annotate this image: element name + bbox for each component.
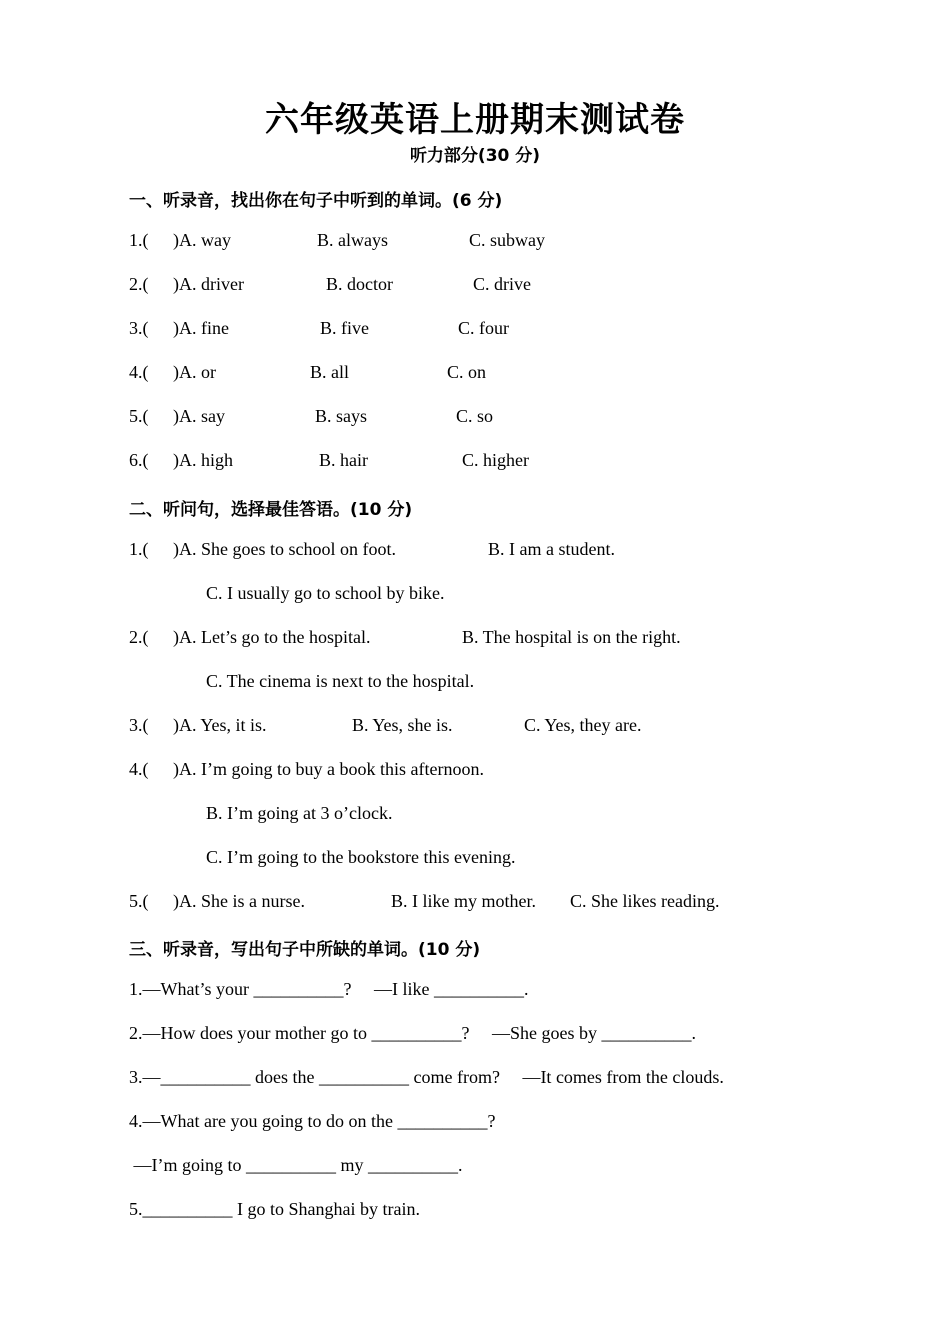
option-b: B. Yes, she is. [352, 715, 453, 735]
option-b: B. I am a student. [488, 539, 615, 559]
option-b: B. five [320, 318, 369, 338]
option-c: C. Yes, they are. [524, 715, 642, 735]
question-number: 2.( [129, 627, 149, 647]
option-c: C. on [447, 362, 487, 382]
option-b: B. I like my mother. [391, 891, 536, 911]
option-a: )A. say [173, 406, 225, 426]
option-b: B. doctor [326, 274, 393, 294]
question-number: 5.( [129, 406, 149, 426]
option-b: B. hair [319, 450, 368, 470]
fill-blank-line: 2.—How does your mother go to __________? —She goes by __________. [129, 1023, 696, 1043]
option-c: C. I usually go to school by bike. [206, 583, 445, 603]
question-number: 4.( [129, 759, 149, 779]
question-number: 5.( [129, 891, 149, 911]
option-a: )A. Let’s go to the hospital. [173, 627, 371, 647]
option-b: B. The hospital is on the right. [462, 627, 681, 647]
option-b: B. always [317, 230, 388, 250]
section-3-heading: 三、听录音，写出句子中所缺的单词。(10 分) [129, 940, 481, 960]
fill-blank-line: 3.—__________ does the __________ come from? —It comes from the clouds. [129, 1067, 724, 1087]
option-a: )A. or [173, 362, 216, 382]
page-title: 六年级英语上册期末测试卷 [265, 100, 685, 140]
option-c: C. I’m going to the bookstore this evening. [206, 847, 516, 867]
option-a: )A. She goes to school on foot. [173, 539, 396, 559]
question-number: 4.( [129, 362, 149, 382]
option-a: )A. She is a nurse. [173, 891, 305, 911]
question-number: 1.( [129, 539, 149, 559]
fill-blank-line: 5.__________ I go to Shanghai by train. [129, 1199, 420, 1219]
option-c: C. so [456, 406, 494, 426]
question-number: 3.( [129, 715, 149, 735]
section-2-heading: 二、听问句，选择最佳答语。(10 分) [129, 500, 413, 520]
option-a: )A. high [173, 450, 233, 470]
option-b: B. says [315, 406, 368, 426]
option-b: B. all [310, 362, 349, 382]
question-number: 2.( [129, 274, 149, 294]
fill-blank-line: 4.—What are you going to do on the __________? [129, 1111, 496, 1131]
option-c: C. drive [473, 274, 531, 294]
option-a: )A. way [173, 230, 231, 250]
question-number: 3.( [129, 318, 149, 338]
question-number: 1.( [129, 230, 149, 250]
option-a: )A. I’m going to buy a book this afternoon. [173, 759, 484, 779]
option-c: C. The cinema is next to the hospital. [206, 671, 475, 691]
question-number: 6.( [129, 450, 149, 470]
option-a: )A. Yes, it is. [173, 715, 267, 735]
option-a: )A. driver [173, 274, 244, 294]
page-subtitle: 听力部分(30 分) [409, 146, 541, 166]
fill-blank-line: 1.—What’s your __________? —I like __________. [129, 979, 529, 999]
option-c: C. four [458, 318, 509, 338]
section-1-heading: 一、听录音，找出你在句子中听到的单词。(6 分) [129, 191, 503, 211]
option-b: B. I’m going at 3 o’clock. [206, 803, 393, 823]
option-c: C. She likes reading. [570, 891, 720, 911]
fill-blank-line: —I’m going to __________ my __________. [129, 1155, 463, 1175]
option-a: )A. fine [173, 318, 229, 338]
option-c: C. higher [462, 450, 529, 470]
option-c: C. subway [469, 230, 545, 250]
